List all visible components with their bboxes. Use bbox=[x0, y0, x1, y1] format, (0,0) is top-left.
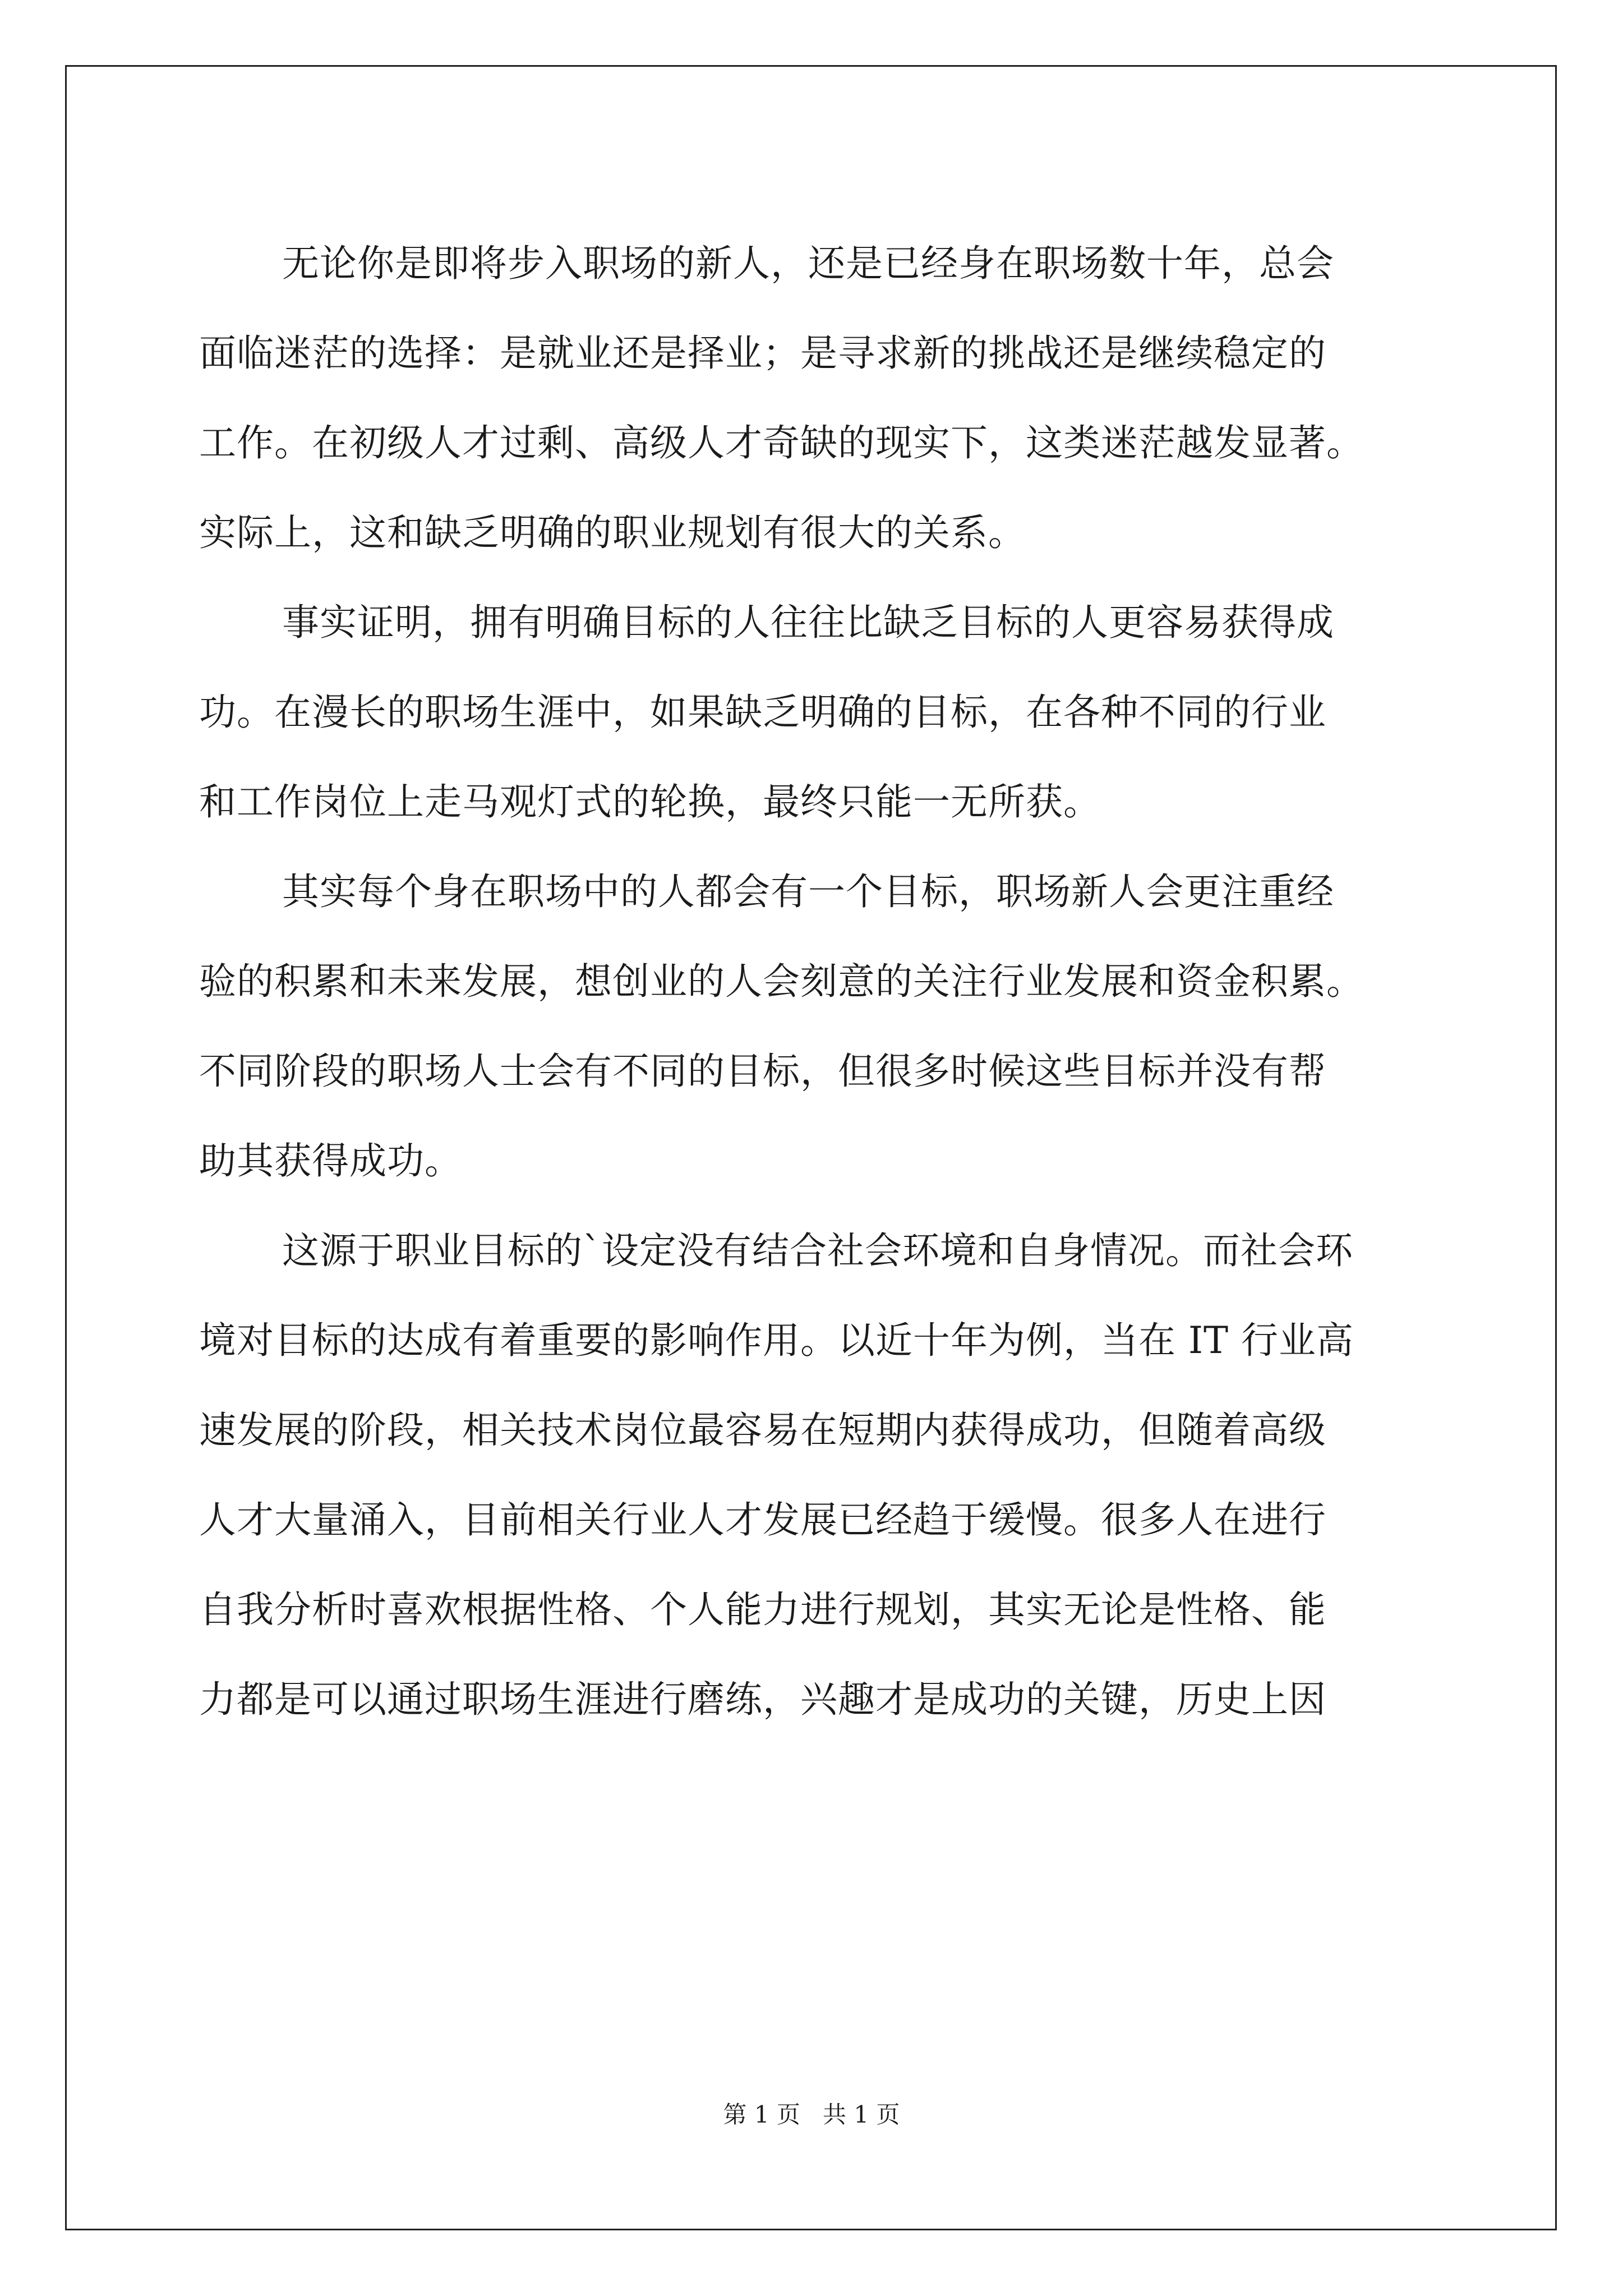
paragraph-3-line-3: 不同阶段的职场人士会有不同的目标，但很多时候这些目标并没有帮 bbox=[199, 1050, 1326, 1093]
document-body bbox=[199, 219, 1433, 1745]
paragraph-3-line-2: 验的积累和未来发展，想创业的人会刻意的关注行业发展和资金积累。 bbox=[199, 960, 1364, 1003]
paragraph-4-line-6: 力都是可以通过职场生涯进行磨练，兴趣才是成功的关键，历史上因 bbox=[199, 1678, 1326, 1721]
paragraph-2-line-2: 功。在漫长的职场生涯中，如果缺乏明确的目标，在各种不同的行业 bbox=[199, 691, 1326, 734]
paragraph-1-line-1: 无论你是即将步入职场的新人，还是已经身在职场数十年，总会 bbox=[282, 242, 1334, 285]
paragraph-4-line-5: 自我分析时喜欢根据性格、个人能力进行规划，其实无论是性格、能 bbox=[199, 1588, 1326, 1631]
paragraph-3-line-4: 助其获得成功。 bbox=[199, 1139, 462, 1182]
page-number-footer: 第 1 页 共 1 页 bbox=[723, 2101, 900, 2128]
paragraph-2-line-3: 和工作岗位上走马观灯式的轮换，最终只能一无所获。 bbox=[199, 780, 1101, 823]
paragraph-1-line-2: 面临迷茫的选择：是就业还是择业；是寻求新的挑战还是继续稳定的 bbox=[199, 332, 1326, 375]
paragraph-3-line-1: 其实每个身在职场中的人都会有一个目标，职场新人会更注重经 bbox=[282, 870, 1334, 913]
paragraph-4-line-2: 境对目标的达成有着重要的影响作用。以近十年为例，当在 IT 行业高 bbox=[199, 1319, 1354, 1362]
paragraph-4-line-1: 这源于职业目标的`设定没有结合社会环境和自身情况。而社会环 bbox=[282, 1229, 1353, 1272]
paragraph-4-line-3: 速发展的阶段，相关技术岗位最容易在短期内获得成功，但随着高级 bbox=[199, 1409, 1326, 1452]
paragraph-1-line-4: 实际上，这和缺乏明确的职业规划有很大的关系。 bbox=[199, 511, 1026, 554]
paragraph-2-line-1: 事实证明，拥有明确目标的人往往比缺乏目标的人更容易获得成 bbox=[282, 601, 1334, 644]
paragraph-4-line-4: 人才大量涌入，目前相关行业人才发展已经趋于缓慢。很多人在进行 bbox=[199, 1498, 1326, 1542]
paragraph-1-line-3: 工作。在初级人才过剩、高级人才奇缺的现实下，这类迷茫越发显著。 bbox=[199, 421, 1364, 464]
